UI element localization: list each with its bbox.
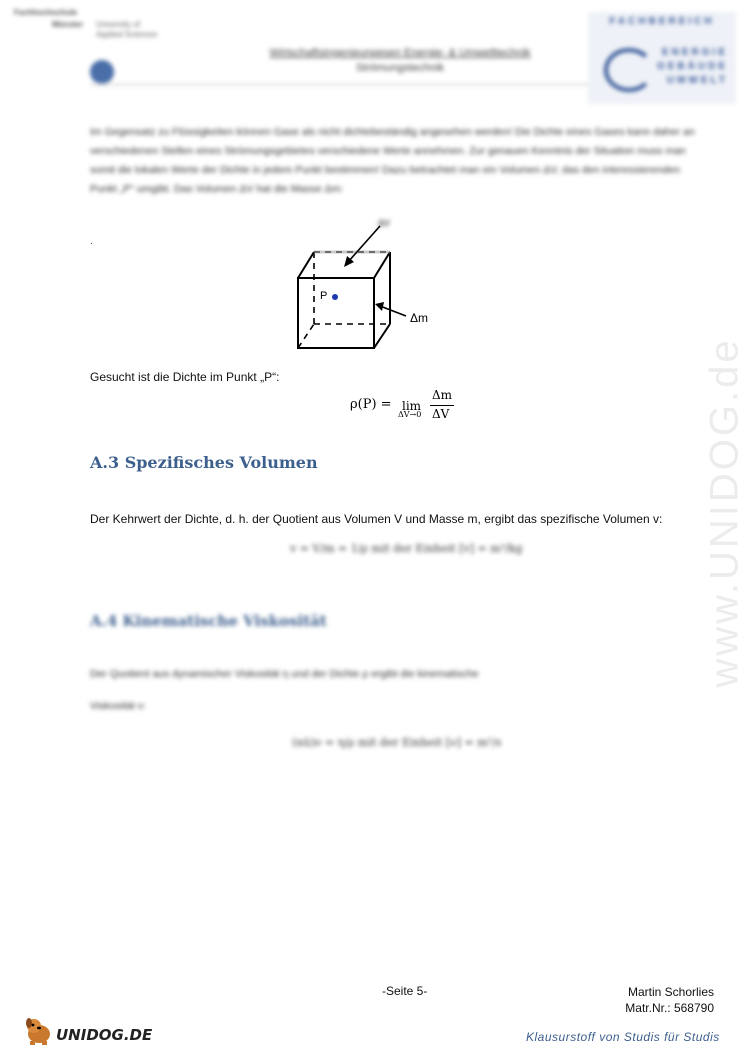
cube-drawing: [280, 212, 440, 362]
formula-lhs: ρ(P) =: [350, 397, 392, 412]
fh-logo-uni-line1: University of: [96, 20, 141, 29]
section-a4-text-line1: Der Quotient aus dynamischer Viskosität η und der Dichte ρ ergibt die kinematische: [90, 668, 479, 680]
density-formula: [350, 388, 470, 424]
document-header: [230, 46, 570, 76]
fachbereich-logo: [588, 12, 736, 104]
formula-lim-subscript: ΔV→0: [398, 410, 422, 419]
footer-claim: Klausurstoff von Studis für Studis: [526, 1030, 720, 1044]
author-name: Martin Schorlies: [627, 985, 714, 999]
intro-paragraph: Im Gegensatz zu Flüssigkeiten können Gase als nicht dichtebeständig angesehen werden! Die Dichte eines Gases kann daher an verschiedenen Stellen eines Strömungsgebietes verschiedene Werte annehmen. Zur genauen Kenntnis der Situation muss man somit die lokalen Werte der Dichte in jedem Punkt bestimmen! Dazu betrachtet man ein Volumen ΔV, das den interessierenden Punkt „P“ umgibt. Das Volumen ΔV hat die Masse Δm:: [90, 126, 695, 195]
watermark-text: www.UNIDOG.de: [702, 337, 747, 688]
subject-title: Strömungstechnik: [355, 62, 445, 74]
unidog-logo[interactable]: [22, 1014, 152, 1048]
unidog-watermark: [700, 280, 747, 730]
section-a3-heading: A.3 Spezifisches Volumen: [90, 453, 318, 472]
fb-logo-title: FACHBEREICH: [609, 16, 715, 27]
formula-denominator: ΔV: [432, 407, 450, 421]
mass-label: Δm: [410, 311, 429, 325]
fh-logo-uni-line2: Applied Sciences: [96, 30, 158, 39]
volume-cube-diagram: [280, 212, 440, 362]
dog-mascot-icon: [22, 1014, 56, 1046]
point-p-label: P: [320, 290, 328, 302]
header-divider: [90, 84, 650, 85]
specific-volume-formula: v = V/m = 1/ρ mit der Einheit [v] = m³/kg: [290, 542, 523, 555]
fh-logo-line2: Münster: [52, 20, 84, 29]
formula-lim: lim: [402, 399, 422, 413]
author-block: [612, 984, 714, 1016]
fh-logo-university: [96, 20, 157, 40]
fh-logo-emblem-icon: [90, 60, 114, 84]
matriculation-number: Matr.Nr.: 568790: [625, 1001, 714, 1015]
section-a4-heading: A.4 Kinematische Viskosität: [90, 612, 327, 630]
unidog-logo-text: UNIDOG.DE: [56, 1026, 153, 1044]
fb-logo-lines: [657, 46, 728, 88]
stray-dot: .: [90, 236, 93, 247]
fh-logo-line1: Fachhochschule: [14, 8, 78, 17]
fb-line-umwelt: UMWELT: [666, 75, 728, 86]
section-a4-text-line2: Viskosität ν:: [90, 700, 146, 712]
section-a3-text: Der Kehrwert der Dichte, d. h. der Quotient aus Volumen V und Masse m, ergibt das spezifische Volumen v:: [90, 512, 663, 526]
volume-label: ΔV: [378, 218, 391, 228]
course-title: Wirtschaftsingenieurwesen Energie- & Umwelttechnik: [269, 47, 531, 59]
density-question: Gesucht ist die Dichte im Punkt „P“:: [90, 370, 280, 384]
fh-muenster-logo: [14, 8, 194, 88]
formula-numerator: Δm: [432, 388, 453, 402]
fb-line-energie: ENERGIE: [661, 47, 728, 58]
page-number: -Seite 5-: [382, 984, 428, 998]
fraction-bar: [430, 405, 454, 406]
fb-swirl-icon: [604, 48, 654, 92]
kinematic-viscosity-formula: (nü)ν = η/ρ mit der Einheit [ν] = m²/s: [292, 736, 502, 749]
fb-line-gebaeude: GEBÄUDE: [656, 61, 728, 72]
